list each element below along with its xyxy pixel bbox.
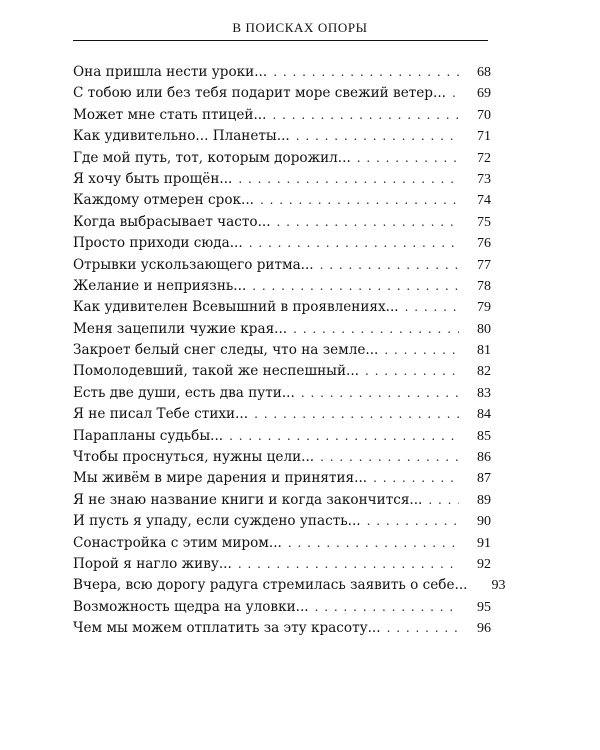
toc-entry-page-number: 95 — [477, 599, 491, 615]
toc-entry-title: Как удивительно... Планеты... — [73, 128, 290, 145]
toc-entry-title: Парапланы судьбы... — [73, 427, 224, 444]
toc-entry-page-number: 74 — [477, 193, 491, 209]
toc-entry — [73, 361, 491, 382]
dot-leader — [249, 233, 459, 254]
toc-entry-title: Помолодевший, такой же неспешный... — [73, 363, 360, 380]
dot-leader — [367, 511, 459, 532]
toc-entry-page-number: 86 — [477, 450, 491, 466]
dot-leader — [320, 255, 459, 276]
toc-entry — [73, 468, 491, 489]
toc-entry — [73, 426, 491, 447]
dot-leader — [260, 190, 459, 211]
toc-entry-page-number: 89 — [477, 492, 491, 508]
toc-entry — [73, 597, 491, 618]
toc-entry-title: Может мне стать птицей... — [73, 106, 267, 123]
toc-entry-title: Закроет белый снег следы, что на земле... — [73, 342, 379, 359]
toc-entry-title: Чтобы проснуться, нужны цели... — [73, 449, 315, 466]
dot-leader — [428, 490, 459, 511]
toc-entry-page-number: 91 — [477, 535, 491, 551]
toc-entry — [73, 276, 491, 297]
dot-leader — [373, 468, 459, 489]
toc-entry-page-number: 96 — [477, 621, 491, 637]
toc-entry-title: Каждому отмерен срок... — [73, 192, 254, 209]
toc-entry-page-number: 82 — [477, 364, 491, 380]
toc-entry-title: Желание и неприязнь... — [73, 277, 247, 294]
toc-entry-page-number: 72 — [477, 150, 491, 166]
toc-entry-page-number: 70 — [477, 107, 491, 123]
toc-entry — [73, 618, 491, 639]
toc-entry — [73, 233, 491, 254]
toc-entry-page-number: 92 — [477, 556, 491, 572]
toc-entry-page-number: 68 — [477, 65, 491, 80]
dot-leader — [254, 404, 459, 425]
running-head-title: В ПОИСКАХ ОПОРЫ — [232, 20, 368, 35]
dot-leader — [272, 105, 459, 126]
toc-entry — [73, 169, 491, 190]
toc-entry-title: Я не писал Тебе стихи... — [73, 406, 249, 423]
toc-entry — [73, 447, 491, 468]
dot-leader — [357, 148, 459, 169]
toc-entry — [73, 190, 491, 211]
dot-leader — [405, 297, 459, 318]
toc-entry — [73, 83, 491, 104]
dot-leader — [277, 212, 459, 233]
toc-entry — [73, 490, 491, 511]
dot-leader — [273, 62, 459, 83]
toc-entry-page-number: 79 — [477, 300, 491, 316]
toc-entry — [73, 126, 491, 147]
toc-entry-title: Есть две души, есть два пути... — [73, 384, 295, 401]
toc-entry-title: Я хочу быть прощён... — [73, 170, 233, 187]
toc-entry — [73, 255, 491, 276]
toc-entry-title: Мы живём в мире дарения и принятия... — [73, 470, 368, 487]
toc-entry-page-number: 87 — [477, 471, 491, 487]
toc-entry — [73, 575, 506, 596]
toc-entry-page-number: 71 — [477, 129, 491, 145]
toc-entry-page-number: 93 — [491, 578, 506, 594]
toc-entry-title: И пусть я упаду, если суждено упасть... — [73, 513, 361, 530]
toc-entry-page-number: 84 — [477, 407, 491, 423]
toc-entry — [73, 554, 491, 575]
toc-entry-page-number: 85 — [477, 428, 491, 444]
toc-entry-title: С тобою или без тебя подарит море свежий ветер... — [73, 85, 446, 102]
toc-entry — [73, 105, 491, 126]
toc-entry-title: Как удивителен Всевышний в проявлениях... — [73, 299, 399, 316]
toc-entry-page-number: 81 — [477, 343, 491, 359]
toc-entry-title: Порой я нагло живу... — [73, 555, 232, 572]
toc-entry-title: Просто приходи сюда... — [73, 235, 243, 252]
toc-entry-page-number: 90 — [477, 514, 491, 530]
toc-entry-title: Сонастройка с этим миром... — [73, 534, 282, 551]
toc-entry — [73, 148, 491, 169]
toc-entry-page-number: 73 — [477, 171, 491, 187]
toc-entry-title: Чем мы можем отплатить за эту красоту... — [73, 620, 381, 637]
toc-entry — [73, 533, 491, 554]
toc-entry — [73, 319, 491, 340]
dot-leader — [296, 126, 459, 147]
table-of-contents — [73, 62, 506, 640]
toc-entry-title: Отрывки ускользающего ритма... — [73, 256, 314, 273]
toc-entry — [73, 383, 491, 404]
dot-leader — [229, 426, 459, 447]
dot-leader — [288, 533, 459, 554]
dot-leader — [301, 383, 459, 404]
toc-entry-page-number: 77 — [477, 257, 491, 273]
dot-leader — [315, 597, 459, 618]
dot-leader — [452, 83, 459, 104]
toc-entry-title: Когда выбрасывает часто... — [73, 213, 271, 230]
dot-leader — [238, 169, 459, 190]
dot-leader — [252, 276, 459, 297]
dot-leader — [238, 554, 459, 575]
toc-entry-title: Я не знаю название книги и когда закончится... — [73, 491, 423, 508]
toc-entry — [73, 212, 491, 233]
toc-entry-title: Где мой путь, тот, которым дорожил... — [73, 149, 351, 166]
toc-entry-page-number: 75 — [477, 214, 491, 230]
toc-entry-title: Меня зацепили чужие края... — [73, 320, 288, 337]
toc-entry-page-number: 69 — [477, 86, 491, 102]
dot-leader — [320, 447, 459, 468]
toc-entry-page-number: 76 — [477, 236, 491, 252]
toc-entry-title: Она пришла нести уроки... — [73, 64, 268, 80]
toc-entry — [73, 297, 491, 318]
toc-entry-page-number: 78 — [477, 278, 491, 294]
toc-entry-page-number: 80 — [477, 321, 491, 337]
toc-entry-page-number: 83 — [477, 385, 491, 401]
dot-leader — [384, 340, 459, 361]
dot-leader — [387, 618, 459, 639]
toc-entry — [73, 340, 491, 361]
dot-leader — [293, 319, 459, 340]
toc-entry — [73, 511, 491, 532]
toc-entry — [73, 404, 491, 425]
toc-entry-title: Возможность щедра на уловки... — [73, 598, 309, 615]
toc-entry-title: Вчера, всю дорогу радуга стремилась заявить о себе... — [73, 577, 468, 594]
toc-entry — [73, 62, 491, 83]
header-rule — [73, 40, 488, 41]
dot-leader — [365, 361, 459, 382]
